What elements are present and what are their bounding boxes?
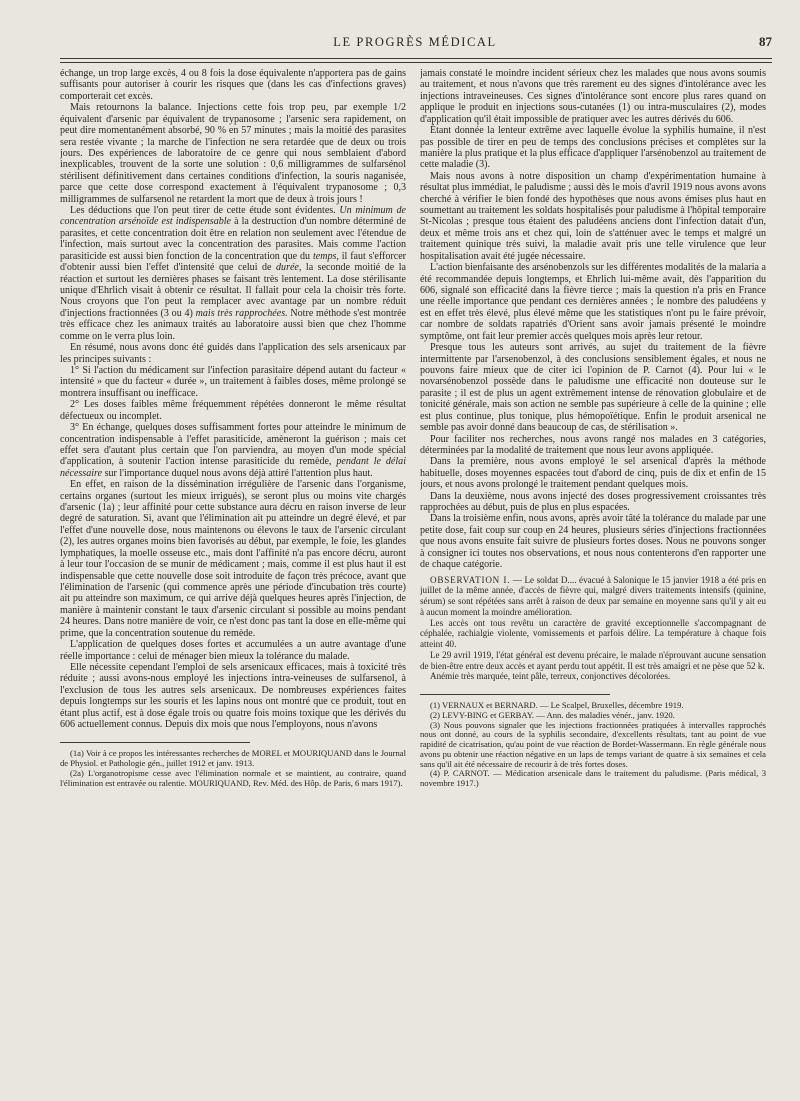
footnote: (3) Nous pouvons signaler que les injections fractionnées pratiquées à intervalles rapprochés nous ont donné, au cours de la syphilis secondaire, d'excellents résultats, tant au point de vue rapidité de cicatrisation, qu'au point de vue réaction de Bordet-Wassermann. En règle générale nous avons pu obtenir une réaction négative en un laps de temps variant de quatre à six semaines et cela sans qu'il ait été nécessaire de recourir à de très fortes doses.: [420, 719, 766, 769]
paragraph: Les déductions que l'on peut tirer de cette étude sont évidentes. Un minimum de concentration arsénoïde est indispensable à la destruction d'un nombre déterminé de parasites, et cette concentration doit être en relation non seulement avec l'étendue de l'infection, mais surtout avec la concentration des parasites. Mais comme l'action parasiticide est aussi bien fonction de la concentration que du temps, il faut s'efforcer d'obtenir aussi bien l'effet d'intensité que celui de durée, la seconde moitié de la réaction et surtout les dernières phases se faisant très lentement. La dose stérilisante unique d'Ehrlich visait à obtenir ce résultat. Il fallait pour cela la choisir très forte. Nous croyons que l'on peut la remplacer avec avantage par un nombre réduit d'injections fractionnées (3 ou 4) mais très rapprochées. Notre méthode s'est montrée très efficace chez les animaux traités au laboratoire aussi bien que chez l'homme comme on le verra plus loin.: [60, 205, 406, 342]
observation-paragraph: OBSERVATION I. — Le soldat D.... évacué à Salonique le 15 janvier 1918 a été pris en juillet de la même année, d'accès de fièvre qui, malgré divers traitements intensifs (quinine, sérum) se sont répétées sans arrêt à raison de deux par semaine en moyenne sans qu'il y ait eu à aucun moment la moindre amélioration.: [420, 574, 766, 617]
page-header: [58, 33, 772, 53]
footnote: (1) VERNAUX et BERNARD. — Le Scalpel, Bruxelles, décembre 1919.: [430, 700, 684, 711]
observation-paragraph: Anémie très marquée, teint pâle, terreux, conjonctives décolorées.: [430, 671, 671, 682]
header-rule-thin: [60, 62, 772, 63]
paragraph: En effet, en raison de la dissémination irrégulière de l'arsenic dans l'organisme, certains organes (surtout les mieux irrigués), se seront plus ou moins vite chargés d'arsenic (1a) ; leur affinité pour cette substance aura décru en raison inverse de leur degré de saturation. Si, avant que l'élimination ait pu atteindre un degré élevé, et par l'effet d'une nouvelle dose, nous maintenons ou élevons le taux de l'arsenic circulant (2), les autres organes moins bien favorisés au début, par exemple, le foie, les glandes lymphatiques, la moelle osseuse etc., mais dont l'affinité n'a pas encore décru, auront à leur tour l'occasion de se munir de médicament ; mais, comme il est plus haut il est indispensable que cette nouvelle dose soit introduite de façon très précoce, avant que l'élimination de l'arsenic (qui commence après une période d'incubation très courte) ait pu atteindre son maximum, ce qui arrive déjà quelques heures après l'injection, de manière à maintenir constant le taux d'arsenic circulant si possible au moins pendant 24 heures. Dans notre manière de voir, ce n'est donc pas tant la dose en elle-même qui prime, que la concentration soutenue du remède.: [60, 479, 406, 639]
footnote-separator: [420, 694, 610, 695]
left-column: [60, 68, 406, 1068]
paragraph: L'action bienfaisante des arsénobenzols sur les différentes modalités de la malaria a été recommandée depuis longtemps, et Ehrlich lui-même avait, dès l'apparition du 606, signalé son efficacité dans la fièvre tierce ; mais la question n'a pris en France une réelle importance que pendant ces dernières années ; le nombre des paludéens y est en effet très élevé, plus élevé même que les statistiques n'ont pu le faire prévoir, car nombre de soldats rapatriés d'Orient sans avoir jamais présenté le moindre symptôme, ont fait leur premier accès quelques mois après leur retour.: [420, 262, 766, 342]
paragraph: Pour faciliter nos recherches, nous avons rangé nos malades en 3 catégories, déterminées par la modalité de traitement que nous leur avons appliquée.: [420, 433, 766, 456]
paragraph: Étant donnée la lenteur extrême avec laquelle évolue la syphilis humaine, il n'est pas possible de tirer en peu de temps des conclusions précises et complètes sur la manière la plus pratique et la plus efficace d'appliquer l'arsénobenzol au traitement de cette maladie (3).: [420, 125, 766, 171]
footnote-separator: [60, 742, 250, 743]
running-title: LE PROGRÈS MÉDICAL: [333, 35, 497, 49]
paragraph: L'application de quelques doses fortes et accumulées a un autre avantage d'une réelle importance : celui de ménager bien mieux la tolérance du malade.: [60, 639, 406, 662]
footnote: (2a) L'organotropisme cesse avec l'élimination normale et se maintient, au contraire, quand l'élimination est entravée ou ralentie. MOURIQUAND, Rev. Méd. des Hôp. de Paris, 6 mars 1917).: [60, 767, 406, 788]
paragraph: En résumé, nous avons donc été guidés dans l'application des sels arsenicaux par les principes suivants :: [60, 342, 406, 365]
paragraph: Dans la première, nous avons employé le sel arsenical d'après la méthode habituelle, doses moyennes espacées tout d'abord de cinq, puis de dix et enfin de 15 jours, et nous avons prolongé le traitement pendant quelques mois.: [420, 456, 766, 491]
left-footnotes: [60, 749, 406, 788]
observation-paragraph: Les accès ont tous revêtu un caractère de gravité exceptionnelle s'accompagnant de céphalée, rachialgie violente, vomissements et parfois délire. La température à chaque fois atteint 40.: [420, 617, 766, 650]
principle-item: 2° Les doses faibles même fréquemment répétées donneront le même résultat défectueux ou incomplet.: [60, 399, 406, 422]
paragraph: Dans la troisième enfin, nous avons, après avoir tâté la tolérance du malade par une petite dose, fait coup sur coup en 24 heures, plusieurs séries d'injections fractionnées que nous avons ensuite fait suivre de plusieurs fortes doses. Nous ne pouvons songer à consigner ici toutes nos observations, et nous nous contenterons d'en rapporter une de chaque catégorie.: [420, 513, 766, 571]
right-column: [420, 68, 766, 1068]
paragraph: jamais constaté le moindre incident sérieux chez les malades que nous avons soumis au traitement, et nous n'avons que très rarement eu des signes d'intolérance avec les injections intraveineuses. Ces signes d'intolérance sont encore plus rares quand on applique le produit en injections sous-cutanées (1) ou intra-musculaires (2), modes d'application qu'il était impossible de pratiquer avec les autres dérivés du 606.: [420, 68, 766, 125]
paragraph: Elle nécessite cependant l'emploi de sels arsenicaux efficaces, mais à toxicité très réduite ; aussi avons-nous employé les injections intra-veineuses de sulfarsenol, à l'exclusion de tous les autres sels arsenicaux. De nombreuses expériences faites depuis longtemps sur les souris et les lapins nous ont montré que ce produit, tout en étant plus actif, est à dose égale trois ou quatre fois moins toxique que les dérivés du 606 actuellement connus. Depuis dix mois que nous l'employons, nous n'avons: [60, 661, 406, 731]
paragraph: Dans la deuxième, nous avons injecté des doses progressivement croissantes très rapprochées au début, puis de plus en plus espacées.: [420, 490, 766, 514]
observation-label: OBSERVATION I.: [430, 574, 511, 585]
footnote: (2) LEVY-BING et GERBAY. — Ann. des maladies vénér., janv. 1920.: [430, 709, 675, 720]
paragraph: échange, un trop large excès, 4 ou 8 fois la dose équivalente n'apportera pas de gains suffisants pour autoriser à courir les risques que (dans les cas d'infections graves) comporterait cet excès.: [60, 68, 406, 102]
right-footnotes: [420, 701, 766, 789]
paragraph: Presque tous les auteurs sont arrivés, au sujet du traitement de la fièvre intermittente par l'arsenobenzol, à des conclusions sensiblement égales, et nous ne pouvons faire mieux que de citer ici l'opinion de P. Carnot (4). Pour lui « le novarsénobenzol possède dans le paludisme une efficacité non douteuse sur le parasite ; il est de plus un agent extrêmement intense de rénovation globulaire et de tonicité générale, mais son action ne semble pas supérieure à celle de la quinine ; elle est plus continue, plus tonique, plus hémopoïétique. Enfin le produit arsenical ne semble pas avoir donné dans beaucoup de cas, de stérilisation ».: [420, 342, 766, 434]
paragraph: Mais retournons la balance. Injections cette fois trop peu, par exemple 1/2 équivalent d'arsenic par équivalent de trypanosome ; l'arsenic sera rapidement, on peut dire momentanément absorbé, 90 % en 57 minutes ; mais la moitié des parasites sera restée vivante ; la marche de l'infection ne sera retardée que de deux ou trois jours. Des expériences de laboratoire de ce genre qui nous semblaient d'abord inexplicables, trouvent de la sorte une solution : 0,6 milligrammes de sulfarsénol stérilisent définitivement dans certaines conditions d'infection, la souris naganisée, parce que cette dose correspond exactement à l'équivalent trypanosome ; 0,3 milligrammes de sulfarsenol ne retardent la mort que de deux à trois jours !: [60, 102, 406, 205]
footnote: (1a) Voir à ce propos les intéressantes recherches de MOREL et MOURIQUAND dans le Journal de Physiol. et Pathologie gén., juillet 1912 et janv. 1913.: [60, 748, 406, 769]
observation-block: [420, 575, 766, 683]
observation-paragraph: Le 29 avril 1919, l'état général est devenu précaire, le malade n'éprouvant aucune sensation de bien-être entre deux accès et ayant perdu tout appétit. Il est très amaigri et ne pèse que 52 k.: [420, 649, 766, 671]
principle-item: 3° En échange, quelques doses suffisamment fortes pour atteindre le minimum de concentration indispensable à l'effet parasiticide, amèneront la guérison ; mais cet effet sera d'autant plus certain que l'on parviendra, au moyen d'un mode spécial d'application, à soutenir l'action intense parasiticide du remède, pendant le délai nécessaire sur l'importance duquel nous avons déjà attiré l'attention plus haut.: [60, 422, 406, 479]
principle-item: 1° Si l'action du médicament sur l'infection parasitaire dépend autant du facteur « intensité » que du facteur « durée », un traitement à faibles doses, même prolongé se montrera insuffisant ou inefficace.: [60, 364, 406, 399]
header-rule-thick: [60, 58, 772, 59]
paragraph: Mais nous avons à notre disposition un champ d'expérimentation humaine à résultat plus immédiat, le paludisme ; aussi dès le mois d'avril 1919 nous avons avons cherché à vérifier le bien fondé des hypothèses que nous avons émises plus haut en soumettant au traitement les soldats hospitalisés pour paludisme à l'hôpital temporaire St-Nicolas ; presque tous étaient des paludéens anciens dont l'infection datait d'un, deux et même trois ans et chez qui, loin de s'atténuer avec le temps et malgré un traitement quinique très suivi, la maladie avait pris une telle virulence que leur hospitalisation avait été jugée nécessaire.: [420, 170, 766, 262]
footnote: (4) P. CARNOT. — Médication arsenicale dans le traitement du paludisme. (Paris médical, 3 novembre 1917.): [420, 768, 766, 789]
page-number: 87: [759, 34, 772, 49]
